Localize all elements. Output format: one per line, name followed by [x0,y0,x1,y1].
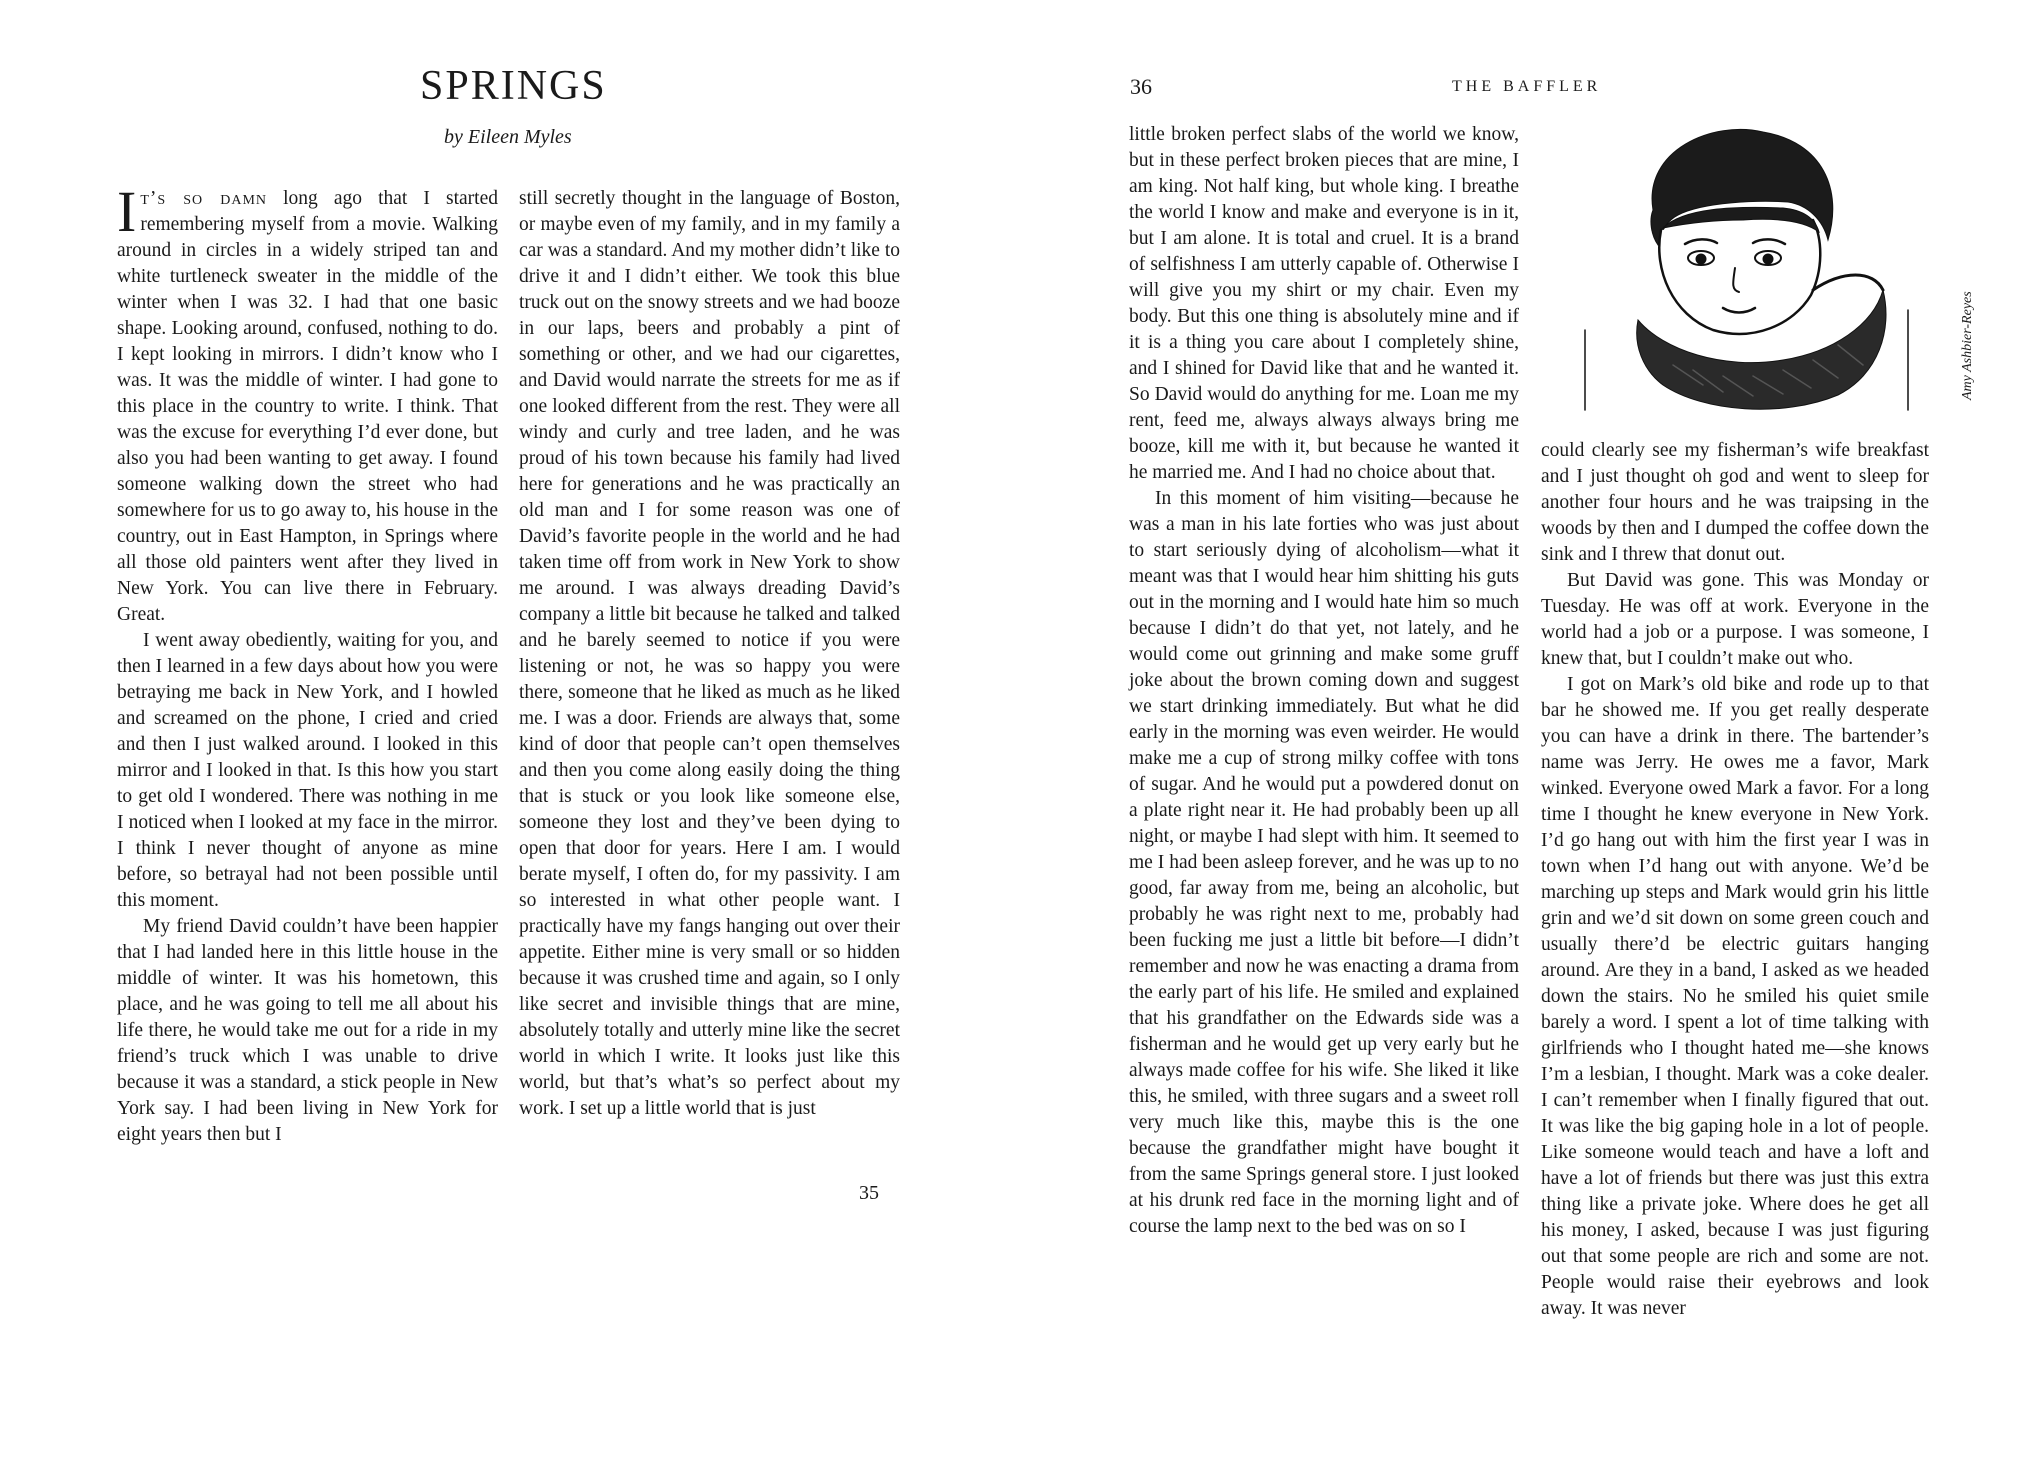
byline: by Eileen Myles [444,126,572,148]
left-column-2 [519,186,900,1122]
right-column-2 [1541,438,1929,1322]
paragraph: But David was gone. This was Monday or Tuesday. He was off at work. Everyone in the world had a job or a purpose. I was someone, I knew that, but I couldn’t make out who. [1541,570,1929,669]
right-column-1 [1129,122,1519,1240]
page-number: 36 [1130,74,1152,99]
right-page [1012,0,2025,1463]
paragraph-text: long ago that I started remembering myself from a movie. Walking around in circles in a widely striped tan and white turtleneck sweater in the middle of the winter when I was 32. I had that one basic shape. Looking around, confused, nothing to do. I kept looking in mirrors. I didn’t know who I was. It was the middle of winter. I had gone to this place in the country to write. I think. That was the excuse for everything I’d ever done, but also you had been wanting to get away. I found someone walking down the street who had somewhere for us to go away to, his house in the country, out in East Hampton, in Springs where all those old painters went after they lived in New York. You can live there in February. Great. [117,188,498,625]
paragraph: could clearly see my fisherman’s wife breakfast and I just thought oh god and went to sleep for another four hours and he was traipsing in the woods by then and I dumped the coffee down the sink and I threw that donut out. [1541,440,1929,565]
paragraph [117,179,498,628]
paragraph: My friend David couldn’t have been happier that I had landed here in this little house in the middle of winter. It was his hometown, this place, and he was going to tell me all about his life there, he would take me out for a ride in my friend’s truck which I was unable to drive because it was a standard, a stick people in New York say. I had been living in New York for eight years then but I [117,916,498,1145]
drop-cap: I [117,179,137,244]
paragraph: little broken perfect slabs of the world we know, but in these perfect broken pieces that are mine, I am king. Not half king, but whole king. I breathe the world I know and make and everyone is in it, but I am alone. It is total and cruel. It is a brand of selfishness I am utterly capable of. Otherwise I will give you my shirt or my chair. Even my body. But this one thing is absolutely mine and if it is a thing you care about I completely shine, and I shined for David like that and he wanted it. So David would do anything for me. Loan me my rent, feed me, always always always bring me booze, kill me with it, but because he wanted it he married me. And I had no choice about that. [1129,124,1519,483]
portrait-illustration [1583,120,1923,415]
lead-smallcaps: t’s so damn [140,188,268,209]
paragraph: In this moment of him visiting—because he was a man in his late forties who was just about to start seriously dying of alcoholism—what it meant was that I would hear him shitting his guts out in the morning and I would hate him so much because I didn’t do that yet, not lately, and he would come out grinning and make some gruff joke about the brown coming down and suggest we start drinking immediately. But what he did early in the morning was even weirder. He would make me a cup of strong milky coffee with tons of sugar. And he would put a powdered donut on a plate right near it. He had probably been up all night, or maybe I had slept with him. It seemed to me I had been asleep forever, and he was up to no good, far away from me, being an alcoholic, but probably he was right next to me, probably had been fucking me just a little bit before—I didn’t remember and now he was enacting a drama from the early part of his life. He smiled and explained that his grandfather on the Edwards side was a fisherman and he would get up very early but he always made coffee for his wife. She liked it like this, he smiled, with three sugars and a sweet roll very much like this, maybe this is the one because the grandfather might have bought it from the same Springs general store. I just looked at his drunk red face in the morning light and of course the lamp next to the bed was on so I [1129,488,1519,1237]
left-page [0,0,1012,1463]
running-head: THE BAFFLER [1452,78,1602,95]
paragraph: still secretly thought in the language of Boston, or maybe even of my family, and in my family a car was a standard. And my mother didn’t like to drive it and I didn’t either. We took this blue truck out on the snowy streets and we had booze in our laps, beers and probably a pint of something or other, and we had our cigarettes, and David would narrate the streets for me as if one looked different from the rest. They were all windy and curly and tree laden, and he was proud of his town because his family had lived here for generations and he was practically an old man and I for some reason was one of David’s favorite people in the world and he had taken time off from work in New York to show me around. I was always dreading David’s company a little bit because he talked and talked and he barely seemed to notice if you were listening or not, he was so happy you were there, someone that he liked as much as he liked me. I was a door. Friends are always that, some kind of door that people can’t open themselves and then you come along easily doing the thing that is stuck or you look like someone else, someone they lost and they’ve been dying to open that door for years. Here I am. I would berate myself, I often do, for my passivity. I am so interested in what other people want. I practically have my fangs hanging out over their appetite. Either mine is very small or so hidden because it was crushed time and again, so I only like secret and invisible things that are mine, absolutely totally and utterly mine like the secret world in which I write. It looks just like this world, but that’s what’s so perfect about my work. I set up a little world that is just [519,188,900,1119]
page-number: 35 [859,1182,879,1204]
left-column-1 [117,179,498,1148]
paragraph: I went away obediently, waiting for you, and then I learned in a few days about how you were betraying me back in New York, and I howled and screamed on the phone, I cried and cried and then I just walked around. I looked in this mirror and I looked in that. Is this how you start to get old I wondered. There was nothing in me I noticed when I looked at my face in the mirror. I think I never thought of anyone as mine before, so betrayal had not been possible until this moment. [117,630,498,911]
illustration-credit: Amy Ashbier-Reyes [1960,291,1975,400]
article-title: SPRINGS [420,63,607,109]
paragraph: I got on Mark’s old bike and rode up to that bar he showed me. If you get really desperate you can have a drink in there. The bartender’s name was Jerry. He owes me a favor, Mark winked. Everyone owed Mark a favor. For a long time I thought he knew everyone in New York. I’d go hang out with him the first year I was in town when I’d hang out with anyone. We’d be marching up steps and Mark would grin his little grin and we’d sit down on some green couch and usually there’d be electric guitars hanging around. Are they in a band, I asked as we headed down the stairs. No he smiled his quiet smile barely a word. I spent a lot of time talking with girlfriends who I thought hated me—she knows I’m a lesbian, I thought. Mark was a coke dealer. I can’t remember when I finally figured that out. It was like the big gaping hole in a lot of people. Like someone would teach and have a loft and have a lot of friends but there was just this extra thing like a private joke. Where does he get all his money, I asked, because I was just figuring out that some people are rich and some are not. People would raise their eyebrows and look away. It was never [1541,674,1929,1319]
